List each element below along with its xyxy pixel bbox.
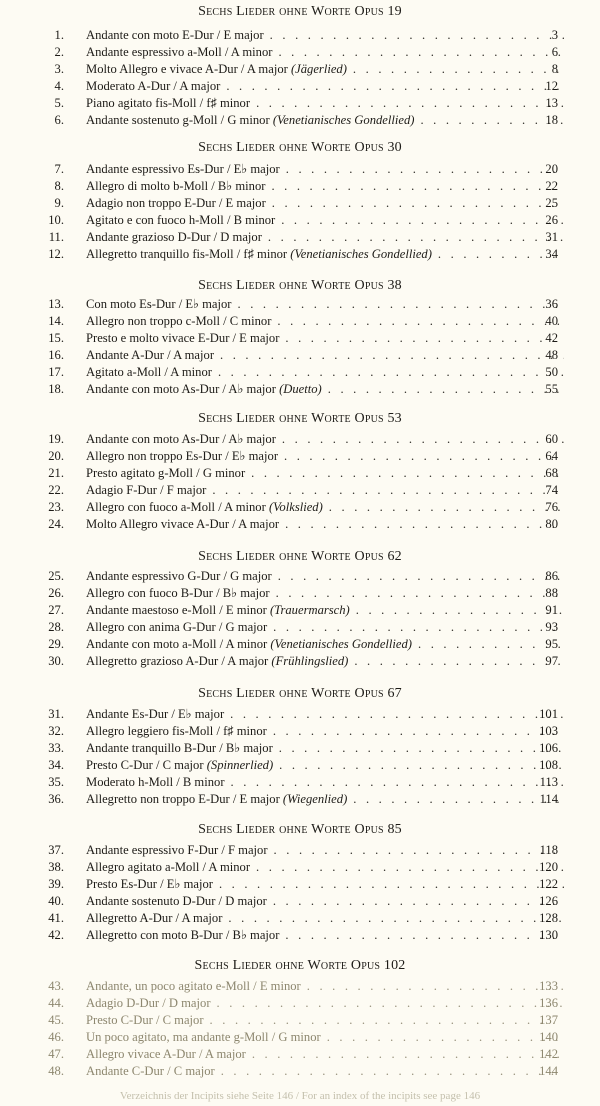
- entry-page: 113: [539, 775, 558, 789]
- entry-page: 26: [545, 213, 558, 227]
- list-item: [0, 161, 600, 178]
- entry-number: 44.: [48, 996, 64, 1010]
- leader-dots: [274, 842, 564, 859]
- section-heading: Sechs Lieder ohne Worte Opus 85: [198, 822, 402, 837]
- leader-dots: [285, 330, 564, 347]
- entry-page: 13: [545, 96, 558, 110]
- section-heading: Sechs Lieder ohne Worte Opus 102: [194, 958, 406, 973]
- entry-page: 120: [539, 860, 558, 874]
- leader-dots: [212, 482, 564, 499]
- entry-title: Allegro con anima G-Dur / G major: [86, 620, 268, 634]
- section-heading: Sechs Lieder ohne Worte Opus 38: [198, 278, 402, 293]
- entry-number: 8.: [54, 179, 64, 193]
- entry-page: 31: [545, 230, 558, 244]
- entry-page: 25: [545, 196, 558, 210]
- entry-number: 3.: [54, 62, 64, 76]
- entry-page: 12: [545, 79, 558, 93]
- list-item: [0, 876, 600, 893]
- entry-subtitle: (Venetianisches Gondellied): [272, 113, 415, 127]
- leader-dots: [228, 910, 564, 927]
- entry-number: 9.: [54, 196, 64, 210]
- entry-number: 33.: [48, 741, 64, 755]
- list-item: [0, 381, 600, 398]
- entry-page: 55: [545, 382, 558, 396]
- list-item: [0, 195, 600, 212]
- leader-dots: [231, 774, 564, 791]
- entry-number: 6.: [54, 113, 64, 127]
- entry-page: 42: [545, 331, 558, 345]
- list-item: [0, 774, 600, 791]
- entry-title: Adagio non troppo E-Dur / E major: [86, 196, 266, 210]
- leader-dots: [226, 78, 564, 95]
- list-item: [0, 229, 600, 246]
- entry-title: Andante, un poco agitato e-Moll / E minor: [86, 979, 301, 993]
- entry-page: 60: [545, 432, 558, 446]
- entry-page: 18: [545, 113, 558, 127]
- entry-title: Un poco agitato, ma andante g-Moll / G minor: [86, 1030, 321, 1044]
- list-item: [0, 757, 600, 774]
- entry-page: 88: [545, 586, 558, 600]
- leader-dots: [279, 740, 564, 757]
- entry-title: Allegro con fuoco a-Moll / A minor: [86, 500, 266, 514]
- leader-dots: [273, 723, 564, 740]
- entry-title: Andante con moto E-Dur / E major: [86, 28, 264, 42]
- entry-page: 76: [545, 500, 558, 514]
- entry-page: 34: [545, 247, 558, 261]
- entry-title: Agitato a-Moll / A minor: [86, 365, 212, 379]
- entry-page: 128: [539, 911, 558, 925]
- entry-title: Andante sostenuto g-Moll / G minor: [86, 113, 270, 127]
- leader-dots: [277, 313, 564, 330]
- leader-dots: [230, 706, 564, 723]
- entry-number: 29.: [48, 637, 64, 651]
- leader-dots: [279, 757, 564, 774]
- list-item: [0, 636, 600, 653]
- list-item: [0, 465, 600, 482]
- leader-dots: [210, 1012, 564, 1029]
- entry-number: 5.: [54, 96, 64, 110]
- leader-dots: [270, 27, 564, 44]
- entry-page: 114: [539, 792, 558, 806]
- entry-title: Allegretto non troppo E-Dur / E major: [86, 792, 280, 806]
- entry-title: Allegretto con moto B-Dur / B♭ major: [86, 928, 280, 942]
- leader-dots: [218, 364, 564, 381]
- leader-dots: [219, 876, 564, 893]
- entry-page: 36: [545, 297, 558, 311]
- list-item: [0, 364, 600, 381]
- list-item: [0, 740, 600, 757]
- entry-title: Molto Allegro e vivace A-Dur / A major: [86, 62, 288, 76]
- entry-number: 19.: [48, 432, 64, 446]
- entry-number: 4.: [54, 79, 64, 93]
- entry-number: 18.: [48, 382, 64, 396]
- entry-title: Con moto Es-Dur / E♭ major: [86, 297, 232, 311]
- leader-dots: [278, 568, 564, 585]
- leader-dots: [276, 585, 564, 602]
- leader-dots: [238, 296, 564, 313]
- leader-dots: [272, 195, 564, 212]
- list-item: [0, 653, 600, 670]
- entry-page: 80: [545, 517, 558, 531]
- list-item: [0, 313, 600, 330]
- entry-title: Andante con moto As-Dur / A♭ major: [86, 432, 276, 446]
- entry-subtitle: (Volkslied): [268, 500, 323, 514]
- entry-number: 16.: [48, 348, 64, 362]
- entry-number: 21.: [48, 466, 64, 480]
- list-item: [0, 178, 600, 195]
- entry-title: Andante Es-Dur / E♭ major: [86, 707, 225, 721]
- entry-number: 28.: [48, 620, 64, 634]
- list-item: [0, 95, 600, 112]
- list-item: [0, 112, 600, 129]
- entry-title: Andante maestoso e-Moll / E minor: [86, 603, 267, 617]
- list-item: [0, 706, 600, 723]
- list-item: [0, 893, 600, 910]
- section-heading: Sechs Lieder ohne Worte Opus 62: [198, 549, 402, 564]
- leader-dots: [307, 978, 564, 995]
- entry-number: 7.: [54, 162, 64, 176]
- list-item: [0, 44, 600, 61]
- list-item: [0, 330, 600, 347]
- entry-title: Allegro non troppo c-Moll / C minor: [86, 314, 272, 328]
- entry-title: Allegro non troppo Es-Dur / E♭ major: [86, 449, 279, 463]
- list-item: [0, 1046, 600, 1063]
- entry-subtitle: (Venetianisches Gondellied): [270, 637, 412, 651]
- entry-title: Andante espressivo G-Dur / G major: [86, 569, 272, 583]
- list-item: [0, 448, 600, 465]
- entry-subtitle: (Frühlingslied): [271, 654, 349, 668]
- entry-page: 3: [551, 28, 558, 42]
- entry-title: Allegretto tranquillo fis-Moll / f♯ minor: [86, 247, 288, 261]
- entry-title: Andante tranquillo B-Dur / B♭ major: [86, 741, 273, 755]
- entry-subtitle: (Wiegenlied): [282, 792, 348, 806]
- list-item: [0, 602, 600, 619]
- entry-page: 144: [539, 1064, 558, 1078]
- entry-page: 140: [539, 1030, 558, 1044]
- entry-title: Moderato h-Moll / B minor: [86, 775, 225, 789]
- entry-title: Adagio F-Dur / F major: [86, 483, 207, 497]
- list-item: [0, 585, 600, 602]
- entry-title: Presto C-Dur / C major: [86, 1013, 204, 1027]
- entry-number: 35.: [48, 775, 64, 789]
- entry-page: 126: [539, 894, 558, 908]
- entry-title: Andante C-Dur / C major: [86, 1064, 215, 1078]
- leader-dots: [271, 178, 564, 195]
- entry-number: 41.: [48, 911, 64, 925]
- entry-number: 11.: [48, 230, 64, 244]
- list-item: [0, 1012, 600, 1029]
- list-item: [0, 482, 600, 499]
- list-item: [0, 296, 600, 313]
- entry-title: Adagio D-Dur / D major: [86, 996, 211, 1010]
- leader-dots: [286, 161, 564, 178]
- entry-title: Andante grazioso D-Dur / D major: [86, 230, 262, 244]
- entry-title: Andante con moto a-Moll / A minor: [86, 637, 268, 651]
- entry-title: Andante A-Dur / A major: [86, 348, 215, 362]
- leader-dots: [268, 229, 564, 246]
- entry-page: 108: [539, 758, 558, 772]
- entry-page: 68: [545, 466, 558, 480]
- leader-dots: [282, 431, 564, 448]
- entry-number: 22.: [48, 483, 64, 497]
- entry-number: 34.: [48, 758, 64, 772]
- entry-title: Andante espressivo a-Moll / A minor: [86, 45, 273, 59]
- list-item: [0, 347, 600, 364]
- entry-page: 6: [551, 45, 558, 59]
- entry-title: Allegro leggiero fis-Moll / f♯ minor: [86, 724, 267, 738]
- entry-title: Allegretto grazioso A-Dur / A major: [86, 654, 269, 668]
- leader-dots: [285, 516, 564, 533]
- entry-page: 106: [539, 741, 558, 755]
- entry-page: 103: [539, 724, 558, 738]
- list-item: [0, 842, 600, 859]
- entry-number: 47.: [48, 1047, 64, 1061]
- entry-title: Presto Es-Dur / E♭ major: [86, 877, 213, 891]
- entry-page: 91: [545, 603, 558, 617]
- list-item: [0, 927, 600, 944]
- entry-page: 20: [545, 162, 558, 176]
- entry-page: 40: [545, 314, 558, 328]
- entry-subtitle: (Venetianisches Gondellied): [290, 247, 432, 261]
- entry-title: Piano agitato fis-Moll / f♯ minor: [86, 96, 251, 110]
- entry-title: Andante con moto As-Dur / A♭ major: [86, 382, 276, 396]
- list-item: [0, 246, 600, 263]
- section-heading: Sechs Lieder ohne Worte Opus 30: [198, 140, 402, 155]
- list-item: [0, 619, 600, 636]
- entry-page: 86: [545, 569, 558, 583]
- list-item: [0, 978, 600, 995]
- leader-dots: [252, 1046, 564, 1063]
- entry-page: 95: [545, 637, 558, 651]
- list-item: [0, 723, 600, 740]
- entry-title: Allegro con fuoco B-Dur / B♭ major: [86, 586, 270, 600]
- entry-number: 48.: [48, 1064, 64, 1078]
- incipit-index-note: Verzeichnis der Incipits siehe Seite 146 / For an index of the incipits see page 146: [119, 1090, 481, 1102]
- list-item: [0, 859, 600, 876]
- entry-number: 45.: [48, 1013, 64, 1027]
- entry-title: Presto e molto vivace E-Dur / E major: [86, 331, 280, 345]
- entry-number: 10.: [48, 213, 64, 227]
- leader-dots: [281, 212, 564, 229]
- entry-page: 130: [539, 928, 558, 942]
- entry-number: 12.: [48, 247, 64, 261]
- entry-title: Andante espressivo Es-Dur / E♭ major: [86, 162, 280, 176]
- leader-dots: [217, 995, 564, 1012]
- leader-dots: [256, 859, 564, 876]
- entry-title: Presto C-Dur / C major: [86, 758, 204, 772]
- leader-dots: [285, 927, 564, 944]
- entry-number: 39.: [48, 877, 64, 891]
- leader-dots: [220, 347, 564, 364]
- section-heading: Sechs Lieder ohne Worte Opus 19: [198, 4, 402, 19]
- entry-page: 64: [545, 449, 558, 463]
- leader-dots: [251, 465, 564, 482]
- entry-number: 26.: [48, 586, 64, 600]
- list-item: [0, 910, 600, 927]
- entry-number: 24.: [48, 517, 64, 531]
- entry-number: 40.: [48, 894, 64, 908]
- entry-page: 142: [539, 1047, 558, 1061]
- list-item: [0, 78, 600, 95]
- entry-number: 43.: [48, 979, 64, 993]
- list-item: [0, 1029, 600, 1046]
- entry-page: 22: [545, 179, 558, 193]
- list-item: [0, 212, 600, 229]
- entry-number: 15.: [48, 331, 64, 345]
- entry-subtitle: (Spinnerlied): [206, 758, 274, 772]
- list-item: [0, 568, 600, 585]
- entry-page: 101: [539, 707, 558, 721]
- leader-dots: [256, 95, 564, 112]
- section-heading: Sechs Lieder ohne Worte Opus 53: [198, 411, 402, 426]
- leader-dots: [278, 44, 564, 61]
- entry-title: Allegro agitato a-Moll / A minor: [86, 860, 251, 874]
- entry-page: 97: [545, 654, 558, 668]
- entry-number: 37.: [48, 843, 64, 857]
- list-item: [0, 61, 600, 78]
- entry-number: 20.: [48, 449, 64, 463]
- entry-number: 23.: [48, 500, 64, 514]
- entry-number: 38.: [48, 860, 64, 874]
- entry-subtitle: (Trauermarsch): [269, 603, 350, 617]
- entry-page: 93: [545, 620, 558, 634]
- entry-title: Allegro vivace A-Dur / A major: [86, 1047, 246, 1061]
- entry-page: 118: [539, 843, 558, 857]
- entry-title: Allegretto A-Dur / A major: [86, 911, 223, 925]
- section-heading: Sechs Lieder ohne Worte Opus 67: [198, 686, 402, 701]
- list-item: [0, 995, 600, 1012]
- list-item: [0, 791, 600, 808]
- entry-number: 46.: [48, 1030, 64, 1044]
- list-item: [0, 499, 600, 516]
- entry-page: 8: [551, 62, 558, 76]
- entry-title: Andante espressivo F-Dur / F major: [86, 843, 268, 857]
- entry-number: 31.: [48, 707, 64, 721]
- list-item: [0, 27, 600, 44]
- leader-dots: [221, 1063, 564, 1080]
- list-item: [0, 1063, 600, 1080]
- entry-title: Moderato A-Dur / A major: [86, 79, 221, 93]
- leader-dots: [284, 448, 564, 465]
- entry-title: Agitato e con fuoco h-Moll / B minor: [86, 213, 276, 227]
- entry-number: 13.: [48, 297, 64, 311]
- entry-number: 36.: [48, 792, 64, 806]
- entry-number: 42.: [48, 928, 64, 942]
- entry-number: 1.: [54, 28, 64, 42]
- entry-number: 2.: [54, 45, 64, 59]
- entry-title: Allegro di molto b-Moll / B♭ minor: [86, 179, 266, 193]
- list-item: [0, 516, 600, 533]
- entry-page: 137: [539, 1013, 558, 1027]
- entry-page: 50: [545, 365, 558, 379]
- entry-title: Presto agitato g-Moll / G minor: [86, 466, 246, 480]
- entry-number: 17.: [48, 365, 64, 379]
- entry-subtitle: (Duetto): [279, 382, 322, 396]
- list-item: [0, 431, 600, 448]
- entry-number: 25.: [48, 569, 64, 583]
- entry-number: 14.: [48, 314, 64, 328]
- entry-page: 122: [539, 877, 558, 891]
- leader-dots: [273, 619, 564, 636]
- leader-dots: [273, 893, 564, 910]
- entry-page: 48: [545, 348, 558, 362]
- entry-page: 133: [539, 979, 558, 993]
- entry-title: Andante sostenuto D-Dur / D major: [86, 894, 267, 908]
- entry-number: 32.: [48, 724, 64, 738]
- entry-page: 136: [539, 996, 558, 1010]
- entry-number: 30.: [48, 654, 64, 668]
- entry-title: Molto Allegro vivace A-Dur / A major: [86, 517, 280, 531]
- entry-subtitle: (Jägerlied): [290, 62, 347, 76]
- entry-page: 74: [545, 483, 558, 497]
- entry-number: 27.: [48, 603, 64, 617]
